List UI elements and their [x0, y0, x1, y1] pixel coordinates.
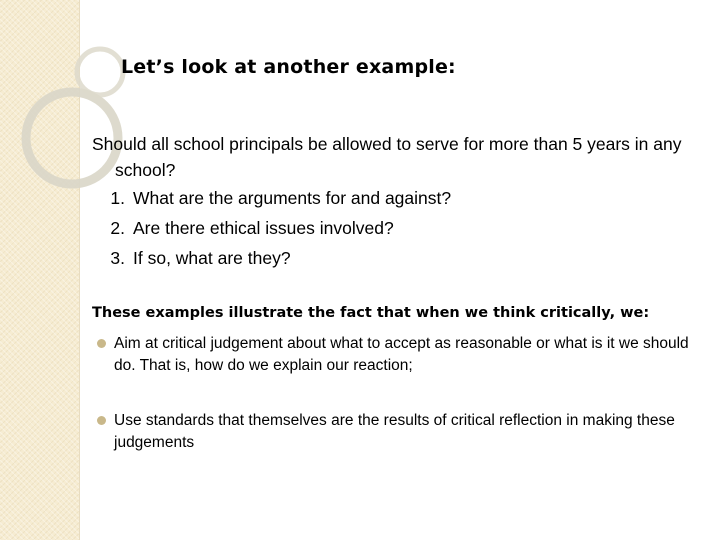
bullet-dot-icon [97, 416, 106, 425]
list-item [92, 410, 692, 454]
list-number: 1. [110, 188, 125, 208]
list-number: 3. [110, 248, 125, 268]
bullet-list [92, 333, 692, 454]
question-block [92, 131, 692, 273]
list-item [92, 333, 692, 377]
list-number: 2. [110, 218, 125, 238]
small-ring [77, 49, 123, 95]
list-item [92, 213, 692, 243]
slide-title: Let’s look at another example: [121, 56, 456, 78]
list-item [92, 183, 692, 213]
list-item-text: If so, what are they? [133, 248, 291, 268]
bullet-text: Aim at critical judgement about what to accept as reasonable or what is it we should do. That is, how do we explain our reaction; [114, 335, 689, 374]
list-item-text: What are the arguments for and against? [133, 188, 452, 208]
examples-heading: These examples illustrate the fact that when we think critically, we: [92, 305, 650, 321]
sub-question-list [92, 183, 692, 273]
bullet-text: Use standards that themselves are the results of critical reflection in making these judgements [114, 412, 675, 451]
list-item-text: Are there ethical issues involved? [133, 218, 394, 238]
list-item [92, 243, 692, 273]
bullet-dot-icon [97, 339, 106, 348]
main-question: Should all school principals be allowed to serve for more than 5 years in any school? [92, 134, 682, 180]
